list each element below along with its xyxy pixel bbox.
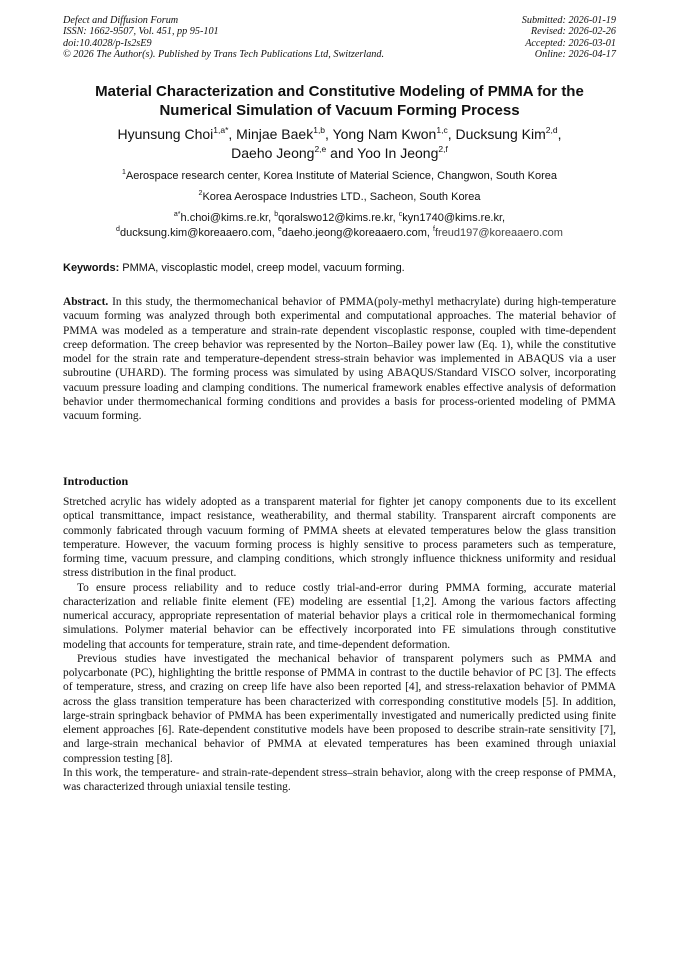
email-sup: a*: [173, 211, 181, 218]
abstract-label: Abstract.: [63, 296, 109, 308]
keywords: [63, 261, 616, 275]
affiliation-text: Korea Aerospace Industries LTD., Sacheon, South Korea: [202, 191, 481, 203]
email-line-1: $^{a*}$h.choi@kims.re.kr, $^b$qoralswo12@kims.re.kr, $^c$kyn1740@kims.re.kr,: [173, 211, 506, 224]
email-c[interactable]: kyn1740@kims.re.kr: [402, 212, 503, 224]
author-sep: ,: [228, 126, 237, 142]
author-name: Daeho Jeong: [231, 145, 315, 161]
journal-name: Defect and Diffusion Forum: [63, 15, 179, 26]
author-sup: 1,b: [313, 125, 326, 135]
intro-paragraph-3: Previous studies have investigated the mechanical behavior of transparent polymers such as PMMA and polycarbonate (PC), highlighting the brittle response of PMMA in contrast to the ductile behavior of PC [3]. The effects of temperature, stress, and crazing on creep life have also been reported [4], and stress-relaxation behavior of PMMA across the glass transition temperature has been characterized with corresponding constitutive models [5]. In addition, large-strain springback behavior of PMMA has been experimentally investigated and numerically predicted using finite element approaches [6]. Rate-dependent constitutive models have been proposed to describe strain-rate sensitivity [7], and large-strain mechanical behavior of PMMA at elevated temperatures has been examined through uniaxial compression testing [8].: [63, 652, 616, 765]
header-right: [522, 15, 616, 61]
affiliation-number: 2: [198, 190, 203, 197]
affiliation-number: 1: [122, 169, 126, 176]
email-list: [63, 211, 616, 240]
email-b[interactable]: qoralswo12@kims.re.kr: [278, 212, 393, 224]
author-line-1: [63, 125, 616, 144]
author-sup: 2,d: [545, 125, 558, 135]
intro-paragraph-4: In this work, the temperature- and strain-rate-dependent stress–strain behavior, along with the creep response of PMMA, was characterized through uniaxial tensile testing.: [63, 766, 616, 793]
title-line-1: Material Characterization and Constitutive Modeling of PMMA for the: [95, 83, 584, 100]
affiliation-1: [63, 169, 616, 183]
email-line-2: $^d$ducksung.kim@koreaaero.com, $^e$daeho.jeong@koreaaero.com, $^f$freud197@koreaaero.com: [116, 225, 563, 239]
accepted-date: Accepted: 2026-03-01: [525, 37, 616, 49]
keywords-label: Keywords:: [63, 262, 120, 274]
header-left: [63, 15, 384, 61]
online-date: Online: 2026-04-17: [534, 49, 616, 61]
author-sup: 2,e: [314, 144, 327, 154]
email-f[interactable]: freud197@koreaaero.com: [434, 226, 563, 239]
affiliation-2: [63, 190, 616, 204]
author-sep: ,: [447, 126, 456, 142]
affiliation-text: Aerospace research center, Korea Institute of Material Science, Changwon, South Korea: [125, 170, 557, 182]
introduction-body: [63, 495, 616, 794]
author-sep: ,: [557, 126, 562, 142]
email-e[interactable]: daeho.jeong@koreaaero.com: [281, 226, 427, 239]
abstract-text: In this study, the thermomechanical behavior of PMMA(poly-methyl methacrylate) during high-temperature vacuum forming was analyzed through both experimental and computational approaches. The material behavior of PMMA was modeled as a temperature and strain-rate dependent viscoplastic response, coupled with time-dependent creep deformation. The creep behavior was represented by the Norton–Bailey power law (Eq. 1), while the constitutive model for the strain rate and temperature-dependent stress-strain behavior was implemented in ABAQUS via a user subroutine (UHARD). The forming process was simulated by using ABAQUS/Standard VISCO solver, incorporating vacuum pressure loading and clamping conditions. The numerical framework enables effective analysis of deformation behavior under thermomechanical forming conditions and provides a basis for process-oriented modeling of PMMA vacuum forming.: [63, 296, 616, 422]
author-sep: ,: [325, 126, 333, 142]
author-sup: 1,a*: [213, 125, 229, 135]
author-name: Hyunsung Choi: [117, 126, 214, 142]
keywords-text: PMMA, viscoplastic model, creep model, vacuum forming.: [119, 262, 405, 274]
author-line-2: [63, 144, 616, 163]
author-name: Minjae Baek: [236, 126, 314, 142]
author-name: Yong Nam Kwon: [332, 126, 437, 142]
submitted-date: Submitted: 2026-01-19: [521, 15, 616, 26]
email-sup: d: [116, 225, 120, 233]
email-sup: c: [398, 211, 403, 218]
paper-title: [63, 82, 616, 120]
abstract: [63, 295, 616, 423]
email-d[interactable]: ducksung.kim@koreaaero.com: [119, 226, 272, 239]
email-sup: b: [274, 211, 279, 218]
author-name: Ducksung Kim: [455, 126, 546, 142]
revised-date: Revised: 2026-02-26: [530, 26, 616, 38]
email-sup: e: [277, 225, 282, 233]
doi[interactable]: doi:10.4028/p-Is2sE9: [63, 37, 152, 49]
title-line-2: Numerical Simulation of Vacuum Forming Process: [159, 102, 520, 119]
author-sup: 2,f: [438, 144, 448, 154]
issn: ISSN: 1662-9507, Vol. 451, pp 95-101: [63, 26, 219, 38]
intro-paragraph-2: To ensure process reliability and to reduce costly trial-and-error during PMMA forming, accurate material characterization and reliable finite element (FE) modeling are essential [1,2]. Among the various factors affecting numerical accuracy, appropriate representation of material behavior plays a critical role in thermomechanical forming simulations. Polymer material behavior can be effectively incorporated into FE simulations through constitutive modeling that accounts for temperature, strain rate, and time-dependent deformation.: [63, 581, 616, 651]
intro-paragraph-1: Stretched acrylic has widely adopted as a transparent material for fighter jet canopy components due to its excellent optical transmittance, impact resistance, weatherability, and thermal stability. Transparent aircraft components are commonly fabricated through vacuum forming of PMMA sheets at elevated temperatures below the glass transition temperature. However, the vacuum forming process is highly sensitive to process parameters such as temperature, forming time, vacuum pressure, and clamping conditions, which strongly influence thickness uniformity and residual stress distribution in the final product.: [63, 496, 616, 580]
introduction-heading: Introduction: [63, 474, 129, 488]
author-sep: and: [326, 145, 358, 161]
copyright: © 2026 The Author(s). Published by Trans Tech Publications Ltd, Switzerland.: [63, 49, 385, 61]
email-sup: f: [433, 225, 435, 233]
author-list: [63, 125, 616, 163]
author-sup: 1,c: [436, 125, 448, 135]
author-name: Yoo In Jeong: [357, 145, 439, 161]
email-a[interactable]: h.choi@kims.re.kr: [180, 212, 269, 224]
